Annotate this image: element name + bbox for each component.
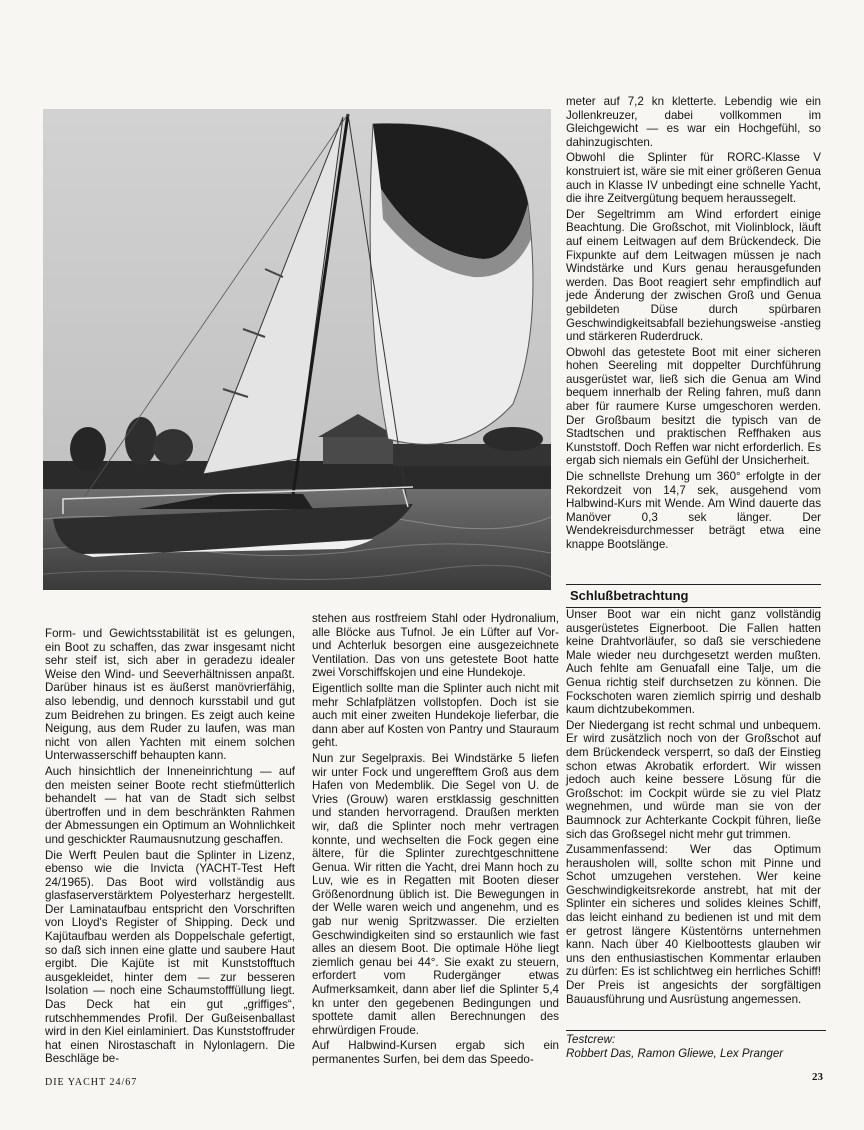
page-number: 23: [812, 1071, 823, 1083]
paragraph: Form- und Gewichtsstabilität ist es gelungen, ein Boot zu schaffen, das zwar insgesamt nicht sehr steif ist, sich aber in geradezu idealer Weise den Wind- und Seeverhältnissen anpaßt. Darüber hinaus ist es äußerst manövrierfähig, also lebendig, und dennoch kursstabil und gut zum Beidrehen zu bringen. Es zeigt auch keine Neigung, aus dem Ruder zu laufen, was man nicht von allen Yachten mit einem solchen Unterwasserschiff behaupten kann.: [45, 627, 295, 763]
paragraph: Obwohl die Splinter für RORC-Klasse V konstruiert ist, wäre sie mit einer größeren Genua auch in Klasse IV unbedingt eine schnelle Yacht, die ihre Zeitvergütung bequem heraussegelt.: [566, 151, 821, 206]
paragraph: Obwohl das getestete Boot mit einer sicheren hohen Seereling mit doppelter Durchführung ausgerüstet war, ließ sich die Genua am Wind bequem innerhalb der Reling fahren, muß dann aber für raumere Kurse umgeschoren werden. Der Großbaum besitzt die typisch van de Stadtschen und praktischen Reffhaken aus Kunststoff. Doch Reffen war nicht erforderlich. Es ergab sich niemals ein Gefühl der Unsicherheit.: [566, 345, 821, 468]
paragraph: Nun zur Segelpraxis. Bei Windstärke 5 liefen wir unter Fock und ungerefftem Groß aus dem Hafen von Medemblik. Die Segel von U. de Vries (Grouw) waren erstklassig geschnitten und standen hervorragend. Draußen merkten wir, daß die Splinter noch mehr vertragen konnte, und wechselten die Fock gegen eine ältere, für die Splinter zurechtgeschnittene Genua. Wir ritten die Yacht, drei Mann hoch zu Luv, wie es in Regatten mit Booten dieser Größenordnung üblich ist. Die Bewegungen in der Welle waren weich und angenehm, und es gab nur wenig Spritzwasser. Die erzielten Geschwindigkeiten sind so erstaunlich wie fast alles an diesem Boot. Die optimale Höhe liegt ziemlich genau bei 44°. Sie exakt zu steuern, erfordert vom Rudergänger etwas Aufmerksamkeit, dann aber lief die Splinter 5,4 kn unter den gegebenen Bedingungen und spottete damit allen Berechnungen des ehrwürdigen Froude.: [312, 751, 559, 1037]
article-column-1: [45, 627, 295, 1068]
paragraph: stehen aus rostfreiem Stahl oder Hydronalium, alle Blöcke aus Tufnol. Je ein Lüfter auf Vor- und Achterluk besorgen eine ausgezeichnete Ventilation. Das von uns getestete Boot hatte zwei Vorschiffskojen und eine Hundekoje.: [312, 612, 559, 680]
article-column-2: [312, 612, 559, 1069]
conclusion-column: [566, 608, 821, 1008]
paragraph: Eigentlich sollte man die Splinter auch nicht mit mehr Schlafplätzen vollstopfen. Doch ist sie auch mit einer zweiten Hundekoje lieferbar, die dann aber auf Kosten von Pantry und Stauraum geht.: [312, 681, 559, 750]
paragraph: Der Segeltrimm am Wind erfordert einige Beachtung. Die Großschot, mit Violinblock, läuft auf einem Leitwagen auf dem Brückendeck. Die Fixpunkte auf dem Leitwagen müssen je nach Windstärke und Kurs genau herausgefunden werden. Das Boot reagiert sehr empfindlich auf jede Änderung der zwischen Groß und Genua gebildeten Düse durch spürbaren Geschwindigkeitsabfall beziehungsweise -anstieg und stärkeren Ruderdruck.: [566, 207, 821, 344]
paragraph: Unser Boot war ein nicht ganz vollständig ausgerüstetes Eignerboot. Die Fallen hatten keine Drahtvorläufer, so daß sie verschiedene Male wieder neu durchgesetzt werden mußten. Auch fehlte am Genuafall eine Talje, um die Genua richtig steif durchsetzen zu können. Die Fockschoten waren ziemlich spirrig und deshalb kaum dichtzubekommen.: [566, 608, 821, 717]
section-heading: Schlußbetrachtung: [566, 584, 821, 608]
paragraph: Die Werft Peulen baut die Splinter in Lizenz, ebenso wie die Invicta (YACHT-Test Heft 24/1965). Das Boot wird vollständig aus glasfaserverstärktem Polyesterharz hergestellt. Der Laminataufbau entspricht den Vorschriften von Lloyd's Register of Shipping. Deck und Kajütaufbau werden als Doppelschale gefertigt, so daß sich innen eine glatte und saubere Haut ergibt. Die Kajüte ist mit Kunststofftuch ausgekleidet, hinter dem — zur besseren Isolation — noch eine Schaumstofffüllung liegt. Das Deck hat ein gut „griffiges“, rutschhemmendes Profil. Der Gußeisenballast wird in den Kiel einlaminiert. Das Kunststoffruder hat einen Nirostaschaft in Nylonlagern. Die Beschläge be-: [45, 848, 295, 1066]
paragraph: Auch hinsichtlich der Inneneinrichtung — auf den meisten seiner Boote recht stiefmütterlich behandelt — hat van de Stadt sich selbst übertroffen und in dem beschränkten Rahmen der Abmessungen ein Optimum an Wohnlichkeit und geschickter Raumausnutzung geschaffen.: [45, 764, 295, 846]
magazine-footer: DIE YACHT 24/67: [45, 1077, 138, 1088]
paragraph: Auf Halbwind-Kursen ergab sich ein permanentes Surfen, bei dem das Speedo-: [312, 1039, 559, 1066]
article-column-3: [566, 95, 821, 554]
testcrew-names: Robbert Das, Ramon Gliewe, Lex Pranger: [566, 1047, 784, 1060]
testcrew-label: Testcrew:: [566, 1033, 616, 1046]
paragraph: Zusammenfassend: Wer das Optimum herausholen will, sollte schon mit Pinne und Schot umzugehen verstehen. Wer keine Geschwindigkeitsrekorde anstrebt, hat mit der Splinter ein sicheres und solides kleines Schiff, das leicht einhand zu bedienen ist und mit dem er getrost längere Küstentörns unternehmen kann. Nach über 40 Kielboottests glauben wir uns den enthusiastischen Kommentar erlauben zu dürfen: Es ist schlichtweg ein herrliches Schiff! Der Preis ist angesichts der sorgfältigen Bauausführung und Ausrüstung angemessen.: [566, 843, 821, 1006]
testcrew-credits: [566, 1030, 826, 1061]
paragraph: meter auf 7,2 kn kletterte. Lebendig wie ein Jollenkreuzer, dabei vollkommen im Gleichgewicht — es war ein Hochgefühl, so dahinzugischten.: [566, 95, 821, 149]
sailboat-photo: [43, 109, 551, 590]
paragraph: Der Niedergang ist recht schmal und unbequem. Er wird zusätzlich noch von der Großschot auf dem Brückendeck versperrt, so daß der Einstieg schon etwas Akrobatik erfordert. Wir wissen jedoch auch keine bessere Lösung für die Großschot: im Cockpit würde sie zu viel Platz wegnehmen, und würde man sie von der Baumnock zur Achterkante Cockpit führen, ließe sich das Großsegel nicht mehr gut trimmen.: [566, 718, 821, 841]
paragraph: Die schnellste Drehung um 360° erfolgte in der Rekordzeit von 14,7 sek, ausgehend vom Halbwind-Kurs mit Wende. Am Wind dauerte das Manöver 0,3 sek länger. Der Wendekreisdurchmesser beträgt etwa eine knappe Bootslänge.: [566, 470, 821, 551]
